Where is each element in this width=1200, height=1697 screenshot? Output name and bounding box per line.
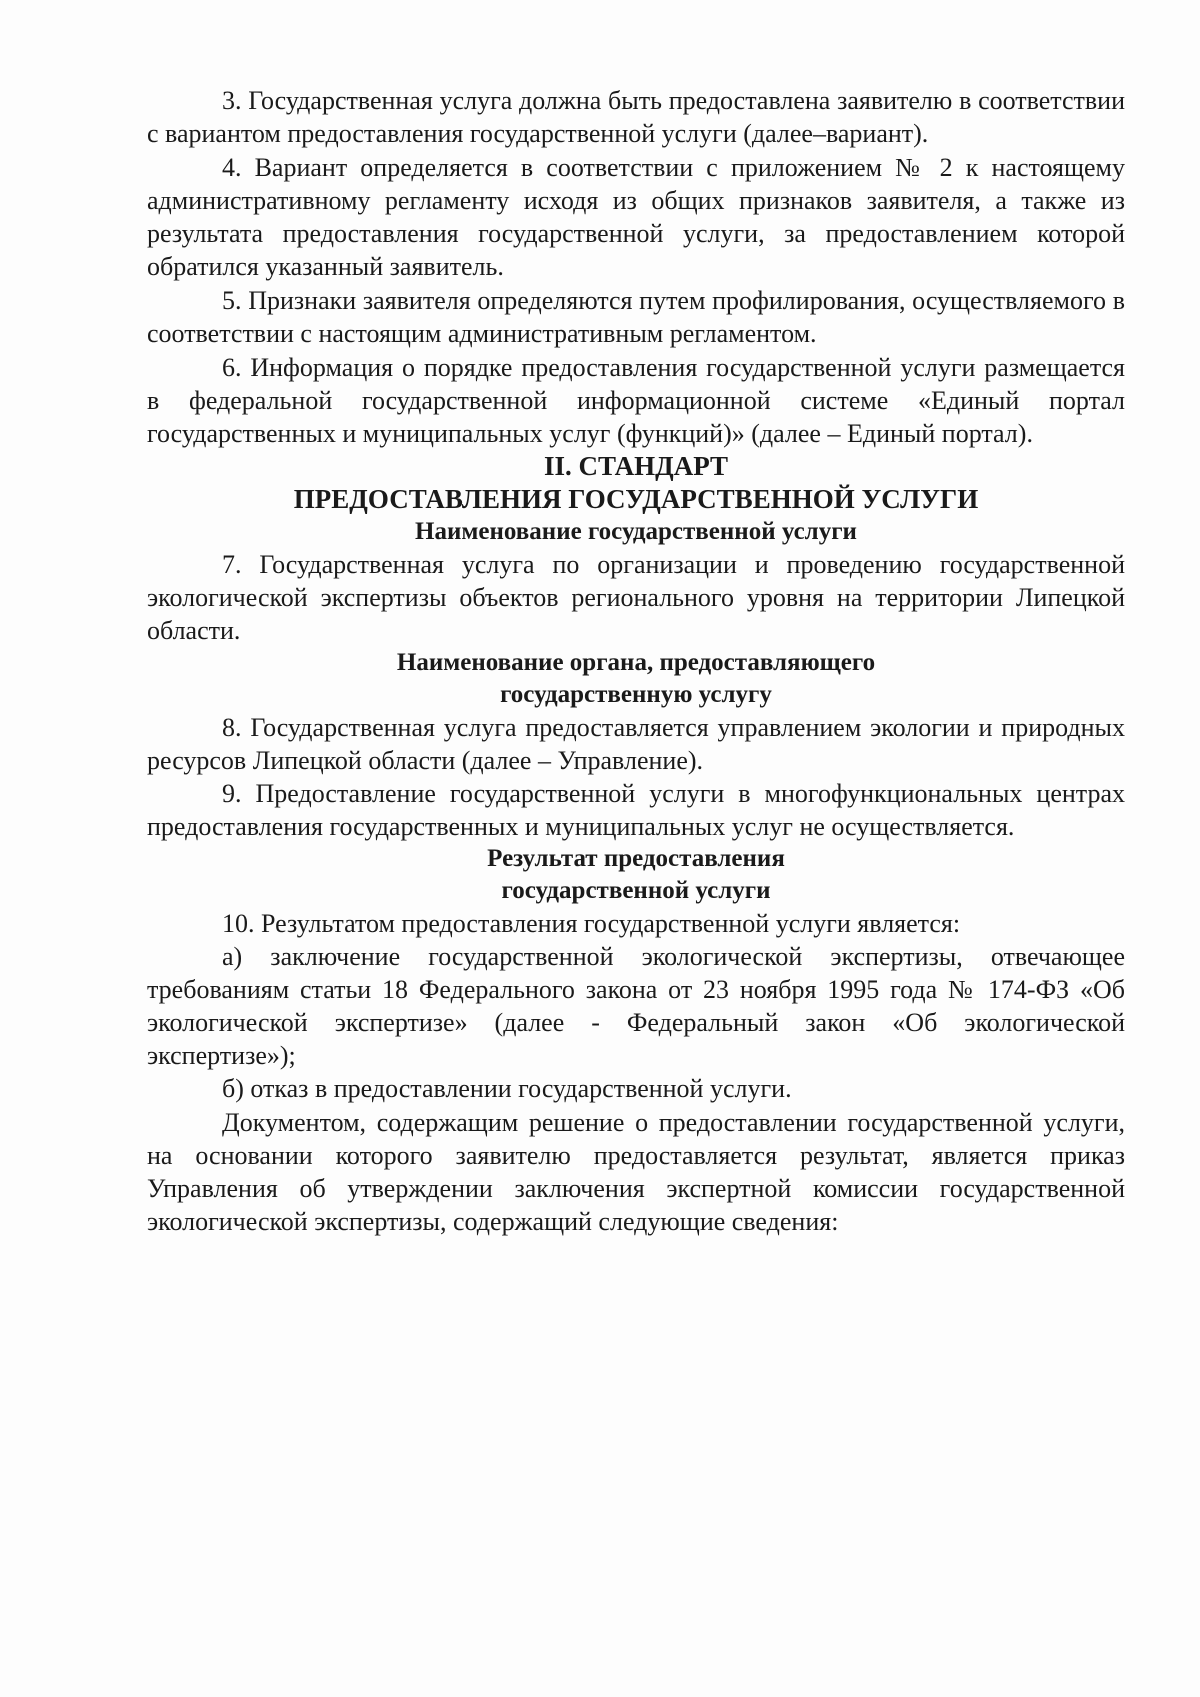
paragraph-7: 7. Государственная услуга по организации и проведению государственной экологической экспертизы объектов регионального уровня на территории Липецкой области. (147, 550, 1125, 645)
paragraph-9: 9. Предоставление государственной услуги в многофункциональных центрах предоставления государственных и муниципальных услуг не осуществляется. (147, 779, 1125, 841)
paragraph-3: 3. Государственная услуга должна быть предоставлена заявителю в соответствии с вариантом предоставления государственной услуги (далее–вариант). (147, 86, 1125, 148)
paragraph-5: 5. Признаки заявителя определяются путем профилирования, осуществляемого в соответствии с настоящим административным регламентом. (147, 286, 1125, 348)
list-item-a: а) заключение государственной экологической экспертизы, отвечающее требованиям статьи 18 Федерального закона от 23 ноября 1995 года № 174-ФЗ «Об экологической экспертизе» (далее - Федеральный закон «Об экологической экспертизе»); (147, 942, 1125, 1070)
subheading-authority-line2: государственную услугу (500, 681, 772, 708)
paragraph-4: 4. Вариант определяется в соответствии с приложением № 2 к настоящему административному регламенту исходя из общих признаков заявителя, а также из результата предоставления государственной услуги, за предоставлением которой обратился указанный заявитель. (147, 153, 1125, 281)
subheading-result-line1: Результат предоставления (487, 845, 785, 872)
paragraph-6: 6. Информация о порядке предоставления государственной услуги размещается в федеральной государственной информационной системе «Единый портал государственных и муниципальных услуг (функций)» (далее – Единый портал). (147, 353, 1125, 448)
section-title (147, 450, 1125, 516)
text-column (147, 84, 1125, 1238)
subheading-result (147, 843, 1125, 907)
subheading-result-line2: государственной услуги (501, 877, 771, 904)
subheading-service-name: Наименование государственной услуги (415, 518, 857, 545)
subheading-authority (147, 647, 1125, 711)
subheading-authority-line1: Наименование органа, предоставляющего (396, 649, 876, 676)
paragraph-8: 8. Государственная услуга предоставляется управлением экологии и природных ресурсов Липецкой области (далее – Управление). (147, 713, 1125, 775)
section-title-line2: ПРЕДОСТАВЛЕНИЯ ГОСУДАРСТВЕННОЙ УСЛУГИ (293, 484, 979, 514)
paragraph-document: Документом, содержащим решение о предоставлении государственной услуги, на основании которого заявителю предоставляется результат, является приказ Управления об утверждении заключения экспертной комиссии государственной экологической экспертизы, содержащий следующие сведения: (147, 1108, 1125, 1236)
section-title-line1: II. СТАНДАРТ (543, 451, 729, 481)
list-item-b: б) отказ в предоставлении государственной услуги. (222, 1074, 792, 1103)
paragraph-10: 10. Результатом предоставления государственной услуги является: (222, 909, 961, 938)
